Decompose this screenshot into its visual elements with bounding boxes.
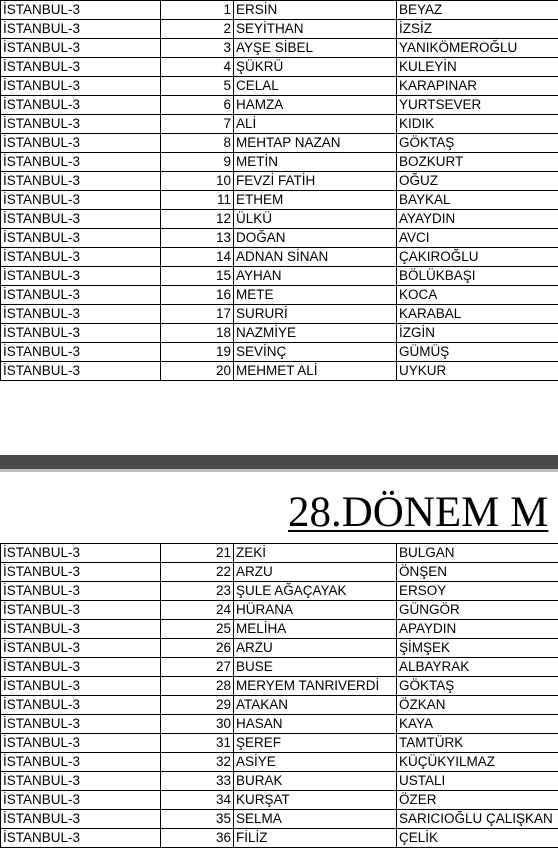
number-cell: 36: [161, 829, 234, 848]
candidate-table-top-body: [1, 1, 558, 381]
table-row: [1, 772, 558, 791]
city-cell: İSTANBUL-3: [1, 20, 161, 39]
number-cell: 29: [161, 696, 234, 715]
number-cell: 35: [161, 810, 234, 829]
city-cell: İSTANBUL-3: [1, 153, 161, 172]
name-cell: AYHAN: [234, 267, 397, 286]
city-cell: İSTANBUL-3: [1, 324, 161, 343]
name-cell: ŞEREF: [234, 734, 397, 753]
city-cell: İSTANBUL-3: [1, 696, 161, 715]
table-row: [1, 305, 558, 324]
table-row: [1, 229, 558, 248]
number-cell: 1: [161, 1, 234, 20]
surname-cell: USTALI: [397, 772, 558, 791]
table-row: [1, 601, 558, 620]
name-cell: METİN: [234, 153, 397, 172]
number-cell: 12: [161, 210, 234, 229]
name-cell: HAMZA: [234, 96, 397, 115]
name-cell: SURURİ: [234, 305, 397, 324]
surname-cell: OĞUZ: [397, 172, 558, 191]
surname-cell: İZGİN: [397, 324, 558, 343]
number-cell: 18: [161, 324, 234, 343]
table-row: [1, 39, 558, 58]
city-cell: İSTANBUL-3: [1, 286, 161, 305]
table-row: [1, 753, 558, 772]
number-cell: 7: [161, 115, 234, 134]
surname-cell: GÜNGÖR: [397, 601, 558, 620]
surname-cell: ÖZKAN: [397, 696, 558, 715]
surname-cell: TAMTÜRK: [397, 734, 558, 753]
city-cell: İSTANBUL-3: [1, 210, 161, 229]
number-cell: 34: [161, 791, 234, 810]
name-cell: METE: [234, 286, 397, 305]
name-cell: SELMA: [234, 810, 397, 829]
surname-cell: BOZKURT: [397, 153, 558, 172]
city-cell: İSTANBUL-3: [1, 115, 161, 134]
table-row: [1, 829, 558, 848]
table-row: [1, 658, 558, 677]
surname-cell: ÇELİK: [397, 829, 558, 848]
city-cell: İSTANBUL-3: [1, 172, 161, 191]
number-cell: 19: [161, 343, 234, 362]
surname-cell: KULEYİN: [397, 58, 558, 77]
surname-cell: BÖLÜKBAŞI: [397, 267, 558, 286]
city-cell: İSTANBUL-3: [1, 563, 161, 582]
table-row: [1, 715, 558, 734]
city-cell: İSTANBUL-3: [1, 191, 161, 210]
name-cell: FEVZİ FATİH: [234, 172, 397, 191]
name-cell: ŞÜKRÜ: [234, 58, 397, 77]
number-cell: 2: [161, 20, 234, 39]
number-cell: 25: [161, 620, 234, 639]
table-row: [1, 544, 558, 563]
candidate-table-bottom-body: [1, 544, 558, 848]
table-row: [1, 677, 558, 696]
city-cell: İSTANBUL-3: [1, 267, 161, 286]
surname-cell: GÖKTAŞ: [397, 134, 558, 153]
number-cell: 30: [161, 715, 234, 734]
number-cell: 16: [161, 286, 234, 305]
surname-cell: ÖZER: [397, 791, 558, 810]
table-row: [1, 1, 558, 20]
surname-cell: ALBAYRAK: [397, 658, 558, 677]
table-row: [1, 286, 558, 305]
number-cell: 24: [161, 601, 234, 620]
number-cell: 6: [161, 96, 234, 115]
number-cell: 20: [161, 362, 234, 381]
table-row: [1, 153, 558, 172]
name-cell: ARZU: [234, 563, 397, 582]
table-row: [1, 267, 558, 286]
surname-cell: KÜÇÜKYILMAZ: [397, 753, 558, 772]
name-cell: ADNAN SİNAN: [234, 248, 397, 267]
candidate-table-bottom: [0, 543, 558, 848]
surname-cell: BEYAZ: [397, 1, 558, 20]
page-break-shadow: [0, 469, 558, 472]
city-cell: İSTANBUL-3: [1, 620, 161, 639]
number-cell: 3: [161, 39, 234, 58]
city-cell: İSTANBUL-3: [1, 772, 161, 791]
number-cell: 17: [161, 305, 234, 324]
number-cell: 9: [161, 153, 234, 172]
surname-cell: YURTSEVER: [397, 96, 558, 115]
table-row: [1, 77, 558, 96]
surname-cell: AVCI: [397, 229, 558, 248]
number-cell: 15: [161, 267, 234, 286]
city-cell: İSTANBUL-3: [1, 791, 161, 810]
name-cell: FİLİZ: [234, 829, 397, 848]
number-cell: 27: [161, 658, 234, 677]
city-cell: İSTANBUL-3: [1, 658, 161, 677]
table-row: [1, 791, 558, 810]
city-cell: İSTANBUL-3: [1, 134, 161, 153]
table-row: [1, 582, 558, 601]
name-cell: CELAL: [234, 77, 397, 96]
name-cell: NAZMİYE: [234, 324, 397, 343]
table-row: [1, 696, 558, 715]
table-row: [1, 96, 558, 115]
name-cell: BUSE: [234, 658, 397, 677]
number-cell: 8: [161, 134, 234, 153]
table-row: [1, 172, 558, 191]
table-row: [1, 324, 558, 343]
table-row: [1, 134, 558, 153]
city-cell: İSTANBUL-3: [1, 829, 161, 848]
city-cell: İSTANBUL-3: [1, 753, 161, 772]
number-cell: 11: [161, 191, 234, 210]
surname-cell: YANIKÖMEROĞLU: [397, 39, 558, 58]
name-cell: ERSİN: [234, 1, 397, 20]
table-row: [1, 210, 558, 229]
surname-cell: ÖNŞEN: [397, 563, 558, 582]
surname-cell: KARABAL: [397, 305, 558, 324]
name-cell: AYŞE SİBEL: [234, 39, 397, 58]
name-cell: MEHTAP NAZAN: [234, 134, 397, 153]
page-heading: 28.DÖNEM M: [288, 489, 549, 536]
name-cell: ALİ: [234, 115, 397, 134]
number-cell: 31: [161, 734, 234, 753]
table-row: [1, 248, 558, 267]
table-row: [1, 620, 558, 639]
surname-cell: ŞİMŞEK: [397, 639, 558, 658]
surname-cell: AYAYDIN: [397, 210, 558, 229]
number-cell: 10: [161, 172, 234, 191]
surname-cell: APAYDIN: [397, 620, 558, 639]
name-cell: MEHMET ALİ: [234, 362, 397, 381]
number-cell: 4: [161, 58, 234, 77]
number-cell: 22: [161, 563, 234, 582]
surname-cell: ERSOY: [397, 582, 558, 601]
city-cell: İSTANBUL-3: [1, 582, 161, 601]
table-row: [1, 563, 558, 582]
name-cell: HÜRANA: [234, 601, 397, 620]
number-cell: 13: [161, 229, 234, 248]
city-cell: İSTANBUL-3: [1, 58, 161, 77]
table-row: [1, 115, 558, 134]
table-row: [1, 810, 558, 829]
city-cell: İSTANBUL-3: [1, 39, 161, 58]
name-cell: ETHEM: [234, 191, 397, 210]
city-cell: İSTANBUL-3: [1, 1, 161, 20]
page-break: [0, 455, 558, 469]
surname-cell: ÇAKIROĞLU: [397, 248, 558, 267]
surname-cell: SARICIOĞLU ÇALIŞKAN: [397, 810, 558, 829]
surname-cell: KAYA: [397, 715, 558, 734]
name-cell: SEVİNÇ: [234, 343, 397, 362]
number-cell: 21: [161, 544, 234, 563]
number-cell: 26: [161, 639, 234, 658]
city-cell: İSTANBUL-3: [1, 305, 161, 324]
candidate-table-top: [0, 0, 558, 381]
surname-cell: GÜMÜŞ: [397, 343, 558, 362]
table-row: [1, 20, 558, 39]
number-cell: 5: [161, 77, 234, 96]
number-cell: 14: [161, 248, 234, 267]
number-cell: 23: [161, 582, 234, 601]
name-cell: BURAK: [234, 772, 397, 791]
city-cell: İSTANBUL-3: [1, 362, 161, 381]
surname-cell: UYKUR: [397, 362, 558, 381]
surname-cell: KARAPINAR: [397, 77, 558, 96]
name-cell: SEYİTHAN: [234, 20, 397, 39]
table-row: [1, 191, 558, 210]
city-cell: İSTANBUL-3: [1, 96, 161, 115]
surname-cell: BULGAN: [397, 544, 558, 563]
surname-cell: GÖKTAŞ: [397, 677, 558, 696]
city-cell: İSTANBUL-3: [1, 77, 161, 96]
number-cell: 33: [161, 772, 234, 791]
table-row: [1, 639, 558, 658]
surname-cell: BAYKAL: [397, 191, 558, 210]
table-row: [1, 58, 558, 77]
name-cell: MERYEM TANRIVERDİ: [234, 677, 397, 696]
city-cell: İSTANBUL-3: [1, 639, 161, 658]
city-cell: İSTANBUL-3: [1, 715, 161, 734]
name-cell: MELİHA: [234, 620, 397, 639]
name-cell: ÜLKÜ: [234, 210, 397, 229]
name-cell: ZEKİ: [234, 544, 397, 563]
surname-cell: İZSİZ: [397, 20, 558, 39]
name-cell: ATAKAN: [234, 696, 397, 715]
city-cell: İSTANBUL-3: [1, 677, 161, 696]
city-cell: İSTANBUL-3: [1, 810, 161, 829]
name-cell: ASİYE: [234, 753, 397, 772]
city-cell: İSTANBUL-3: [1, 544, 161, 563]
city-cell: İSTANBUL-3: [1, 734, 161, 753]
city-cell: İSTANBUL-3: [1, 248, 161, 267]
name-cell: ARZU: [234, 639, 397, 658]
table-row: [1, 362, 558, 381]
city-cell: İSTANBUL-3: [1, 343, 161, 362]
city-cell: İSTANBUL-3: [1, 229, 161, 248]
surname-cell: KOCA: [397, 286, 558, 305]
number-cell: 32: [161, 753, 234, 772]
surname-cell: KIDIK: [397, 115, 558, 134]
city-cell: İSTANBUL-3: [1, 601, 161, 620]
name-cell: ŞULE AĞAÇAYAK: [234, 582, 397, 601]
name-cell: DOĞAN: [234, 229, 397, 248]
name-cell: KURŞAT: [234, 791, 397, 810]
name-cell: HASAN: [234, 715, 397, 734]
table-row: [1, 343, 558, 362]
table-row: [1, 734, 558, 753]
number-cell: 28: [161, 677, 234, 696]
